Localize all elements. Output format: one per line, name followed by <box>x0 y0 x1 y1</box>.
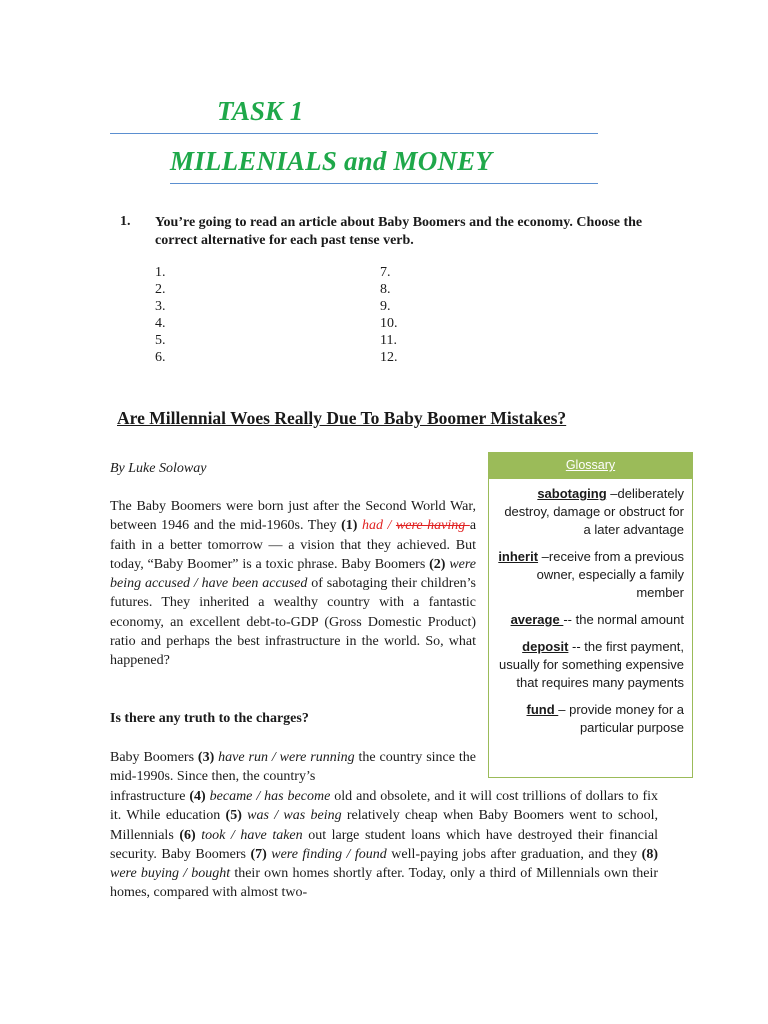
task-title: TASK 1 <box>217 96 304 126</box>
glossary-box <box>488 452 693 778</box>
article-paragraph-2 <box>110 787 658 903</box>
glossary-entry <box>489 485 692 539</box>
answer-choice: had / <box>361 518 392 534</box>
item-number: (4) <box>189 789 206 804</box>
article-title: Are Millennial Woes Really Due To Baby Boomer Mistakes? <box>117 408 567 428</box>
glossary-definition: – provide money for a particular purpose <box>558 702 684 735</box>
answer-choice: was / was being <box>247 808 342 824</box>
glossary-term: deposit <box>522 639 569 654</box>
answer-number: 2. <box>155 282 166 297</box>
item-number: (3) <box>197 750 215 765</box>
answer-number: 5. <box>155 333 166 348</box>
section-heading: Is there any truth to the charges? <box>110 711 309 726</box>
page-title: MILLENIALS and MONEY <box>170 146 493 176</box>
answer-choice: took / have taken <box>201 827 303 843</box>
paragraph-text: well-paying jobs after graduation, and they <box>386 846 642 862</box>
paragraph-text: of sabotaging their children’s futures. They inherited a wealthy country with a fantastic economy, an excellent debt-to-GDP (Gross Domestic Product) ratio and perhaps the best infrastructure in the world. So, what happened? <box>110 576 476 669</box>
glossary-entry <box>489 611 692 629</box>
paragraph-text: the country since the mid-1990s. Since then, the country’s <box>110 750 476 785</box>
item-number: (1) <box>341 518 358 534</box>
answer-choice: were finding / found <box>271 846 387 862</box>
glossary-entry <box>489 701 692 737</box>
article-paragraph-1 <box>110 497 476 671</box>
title-divider <box>110 133 598 134</box>
item-number: (6) <box>179 827 196 843</box>
article-byline: By Luke Soloway <box>110 461 207 476</box>
glossary-definition: -- the first payment, usually for something expensive that requires many payments <box>499 639 684 690</box>
title-divider-2 <box>170 183 598 184</box>
glossary-definition: –receive from a previous owner, especially a family member <box>536 549 684 600</box>
article-paragraph-2-top <box>110 748 476 787</box>
paragraph-text: out large student loans which have destroyed their financial security. Baby Boomers <box>110 827 658 862</box>
paragraph-text: Baby Boomers <box>110 750 198 765</box>
answer-choice: have run / were running <box>218 750 355 765</box>
struck-choice: were having <box>395 518 470 534</box>
paragraph-text: their own homes shortly after. Today, only a third of Millennials own their homes, compared with almost two- <box>110 866 658 901</box>
paragraph-text: infrastructure <box>110 789 190 804</box>
answer-number: 7. <box>380 265 391 280</box>
question-text: You’re going to read an article about Baby Boomers and the economy. Choose the correct alternative for each past tense verb. <box>155 215 643 248</box>
item-number: (8) <box>641 846 658 862</box>
answer-numbers-left <box>155 264 166 366</box>
glossary-title: Glossary <box>489 453 692 479</box>
glossary-term: fund <box>526 702 559 717</box>
glossary-term: sabotaging <box>537 486 607 501</box>
glossary-definition: -- the normal amount <box>563 612 684 627</box>
answer-choice: became / has become <box>209 789 331 804</box>
paragraph-text: old and obsolete, and it will cost trillions of dollars to fix it. While education <box>110 789 659 824</box>
question-number: 1. <box>120 214 131 229</box>
answer-number: 1. <box>155 265 166 280</box>
answer-number: 12. <box>380 350 398 365</box>
item-number: (5) <box>225 808 242 824</box>
item-number: (7) <box>250 846 267 862</box>
answer-number: 4. <box>155 316 166 331</box>
glossary-term: average <box>510 612 564 627</box>
answer-number: 6. <box>155 350 166 365</box>
paragraph-text: a faith in a better tomorrow — a vision that they achieved. But today, “Baby Boomer” is a toxic phrase. Baby Boomers <box>110 518 477 572</box>
glossary-entry <box>489 548 692 602</box>
glossary-definition: –deliberately destroy, damage or obstruct for a later advantage <box>504 486 684 537</box>
paragraph-text: The Baby Boomers were born just after the Second World War, between 1946 and the mid-1960s. They <box>110 499 476 534</box>
glossary-entry <box>489 638 692 692</box>
answer-number: 9. <box>380 299 391 314</box>
answer-number: 8. <box>380 282 391 297</box>
answer-number: 11. <box>380 333 397 348</box>
answer-number: 10. <box>380 316 398 331</box>
answer-choice: were being accused / have been accused <box>110 556 477 592</box>
paragraph-text: relatively cheap when Baby Boomers went to school, Millennials <box>110 808 658 843</box>
answer-number: 3. <box>155 299 166 314</box>
glossary-term: inherit <box>498 549 539 564</box>
item-number: (2) <box>429 556 446 572</box>
answer-choice: were buying / bought <box>110 866 231 882</box>
answer-numbers-right <box>380 264 398 366</box>
